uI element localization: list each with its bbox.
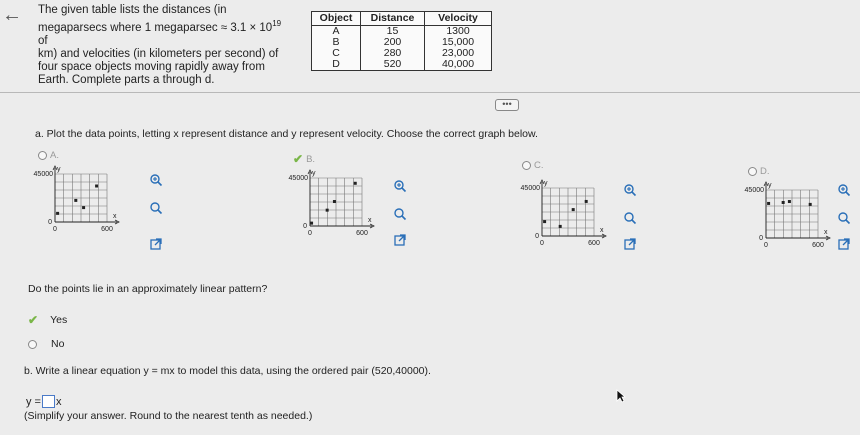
hint-text: (Simplify your answer. Round to the nearest tenth as needed.) bbox=[24, 410, 313, 422]
table-cell: A bbox=[312, 26, 361, 38]
option-c[interactable] bbox=[522, 160, 544, 171]
equation-suffix: x bbox=[55, 395, 62, 408]
x-zero-label: 0 bbox=[53, 226, 57, 233]
problem-intro bbox=[38, 4, 290, 87]
answer-yes[interactable] bbox=[28, 313, 67, 327]
zoom-in-icon[interactable] bbox=[622, 182, 637, 197]
table-cell: 23,000 bbox=[425, 48, 492, 59]
table-header: Object bbox=[312, 12, 361, 26]
intro-line: four space objects moving rapidly away from bbox=[38, 60, 265, 73]
option-d[interactable] bbox=[748, 166, 770, 177]
expand-button[interactable]: ••• bbox=[495, 99, 519, 111]
x-zero-label: 0 bbox=[764, 242, 768, 249]
y-max-label: 45000 bbox=[520, 185, 540, 192]
part-a-question: a. Plot the data points, letting x represent distance and y represent velocity. Choose the correct graph below. bbox=[35, 128, 538, 140]
option-label: B. bbox=[306, 153, 316, 165]
radio-button[interactable] bbox=[748, 167, 757, 176]
check-icon: ✔ bbox=[28, 313, 39, 327]
table-header: Distance bbox=[361, 12, 425, 26]
option-b[interactable] bbox=[293, 152, 315, 166]
y-max-label: 45000 bbox=[744, 187, 764, 194]
data-point bbox=[559, 225, 562, 228]
data-point bbox=[809, 203, 812, 206]
linear-question: Do the points lie in an approximately linear pattern? bbox=[28, 283, 268, 295]
check-icon: ✔ bbox=[293, 152, 304, 166]
exponent: 19 bbox=[272, 19, 282, 28]
scatter-graph bbox=[33, 164, 123, 244]
data-point bbox=[543, 220, 546, 223]
back-arrow-icon[interactable]: ← bbox=[2, 4, 22, 26]
equation-row bbox=[26, 395, 61, 408]
y-zero-label: 0 bbox=[759, 235, 763, 242]
data-table bbox=[311, 11, 492, 71]
x-max-label: 600 bbox=[356, 230, 368, 237]
data-point bbox=[788, 200, 791, 203]
zoom-in-icon[interactable] bbox=[148, 172, 163, 187]
zoom-out-icon[interactable] bbox=[836, 210, 851, 225]
radio-button[interactable] bbox=[522, 161, 531, 170]
open-in-new-icon[interactable] bbox=[622, 236, 637, 251]
y-max-label: 45000 bbox=[288, 175, 308, 182]
zoom-out-icon[interactable] bbox=[392, 206, 407, 221]
table-cell: D bbox=[312, 59, 361, 71]
data-point bbox=[354, 182, 357, 185]
intro-line: Earth. Complete parts a through d. bbox=[38, 73, 215, 86]
zoom-in-icon[interactable] bbox=[836, 182, 851, 197]
data-point bbox=[56, 212, 59, 215]
table-cell: 15,000 bbox=[425, 37, 492, 48]
y-max-label: 45000 bbox=[33, 171, 53, 178]
x-axis-label: x bbox=[600, 227, 604, 234]
open-in-new-icon[interactable] bbox=[836, 236, 851, 251]
table-cell: 40,000 bbox=[425, 59, 492, 71]
intro-line: km) and velocities (in kilometers per second) of bbox=[38, 47, 279, 60]
x-max-label: 600 bbox=[588, 240, 600, 247]
y-zero-label: 0 bbox=[303, 223, 307, 230]
section-divider bbox=[0, 92, 860, 93]
intro-text: megaparsecs where 1 megaparsec ≈ 3.1 × 10 bbox=[38, 21, 273, 34]
data-point bbox=[782, 201, 785, 204]
table-cell: 520 bbox=[361, 59, 425, 71]
y-axis-label: y bbox=[768, 182, 772, 189]
scatter-graph bbox=[288, 168, 378, 248]
data-point bbox=[333, 200, 336, 203]
answer-label: Yes bbox=[50, 314, 68, 326]
x-axis-label: x bbox=[113, 213, 117, 220]
x-zero-label: 0 bbox=[540, 240, 544, 247]
option-label: D. bbox=[760, 166, 770, 177]
intro-line: The given table lists the distances (in bbox=[38, 4, 227, 16]
answer-no[interactable] bbox=[28, 338, 64, 350]
table-cell: 280 bbox=[361, 48, 425, 59]
data-point bbox=[95, 185, 98, 188]
open-in-new-icon[interactable] bbox=[148, 236, 163, 251]
open-in-new-icon[interactable] bbox=[392, 232, 407, 247]
data-point bbox=[310, 222, 313, 225]
table-cell: 200 bbox=[361, 37, 425, 48]
zoom-in-icon[interactable] bbox=[392, 178, 407, 193]
mouse-cursor-icon bbox=[616, 389, 626, 408]
data-point bbox=[767, 202, 770, 205]
y-zero-label: 0 bbox=[48, 219, 52, 226]
data-point bbox=[74, 199, 77, 202]
answer-label: No bbox=[51, 338, 65, 350]
table-cell: C bbox=[312, 48, 361, 59]
data-point bbox=[585, 200, 588, 203]
y-zero-label: 0 bbox=[535, 233, 539, 240]
x-max-label: 600 bbox=[812, 242, 824, 249]
scatter-graph bbox=[520, 178, 610, 258]
table-cell: 15 bbox=[361, 26, 425, 38]
data-point bbox=[572, 208, 575, 211]
y-axis-label: y bbox=[544, 180, 548, 187]
part-b-question: b. Write a linear equation y = mx to model this data, using the ordered pair (520,40000). bbox=[24, 365, 431, 377]
zoom-out-icon[interactable] bbox=[148, 200, 163, 215]
y-axis-label: y bbox=[57, 166, 61, 173]
equation-prefix: y = bbox=[26, 395, 41, 408]
x-zero-label: 0 bbox=[308, 230, 312, 237]
x-max-label: 600 bbox=[101, 226, 113, 233]
radio-button[interactable] bbox=[28, 340, 37, 349]
table-row bbox=[312, 59, 492, 71]
data-point bbox=[326, 209, 329, 212]
table-cell: B bbox=[312, 37, 361, 48]
intro-text: of bbox=[38, 34, 48, 47]
x-axis-label: x bbox=[368, 217, 372, 224]
x-axis-label: x bbox=[824, 229, 828, 236]
scatter-graph bbox=[744, 180, 834, 260]
intro-line bbox=[38, 17, 290, 48]
data-point bbox=[82, 206, 85, 209]
radio-button[interactable] bbox=[38, 151, 47, 160]
option-label: A. bbox=[50, 150, 59, 161]
y-axis-label: y bbox=[312, 170, 316, 177]
table-cell: 1300 bbox=[425, 26, 492, 38]
zoom-out-icon[interactable] bbox=[622, 210, 637, 225]
option-a[interactable] bbox=[38, 150, 59, 161]
answer-input[interactable] bbox=[42, 395, 55, 408]
option-label: C. bbox=[534, 160, 544, 171]
table-header: Velocity bbox=[425, 12, 492, 26]
